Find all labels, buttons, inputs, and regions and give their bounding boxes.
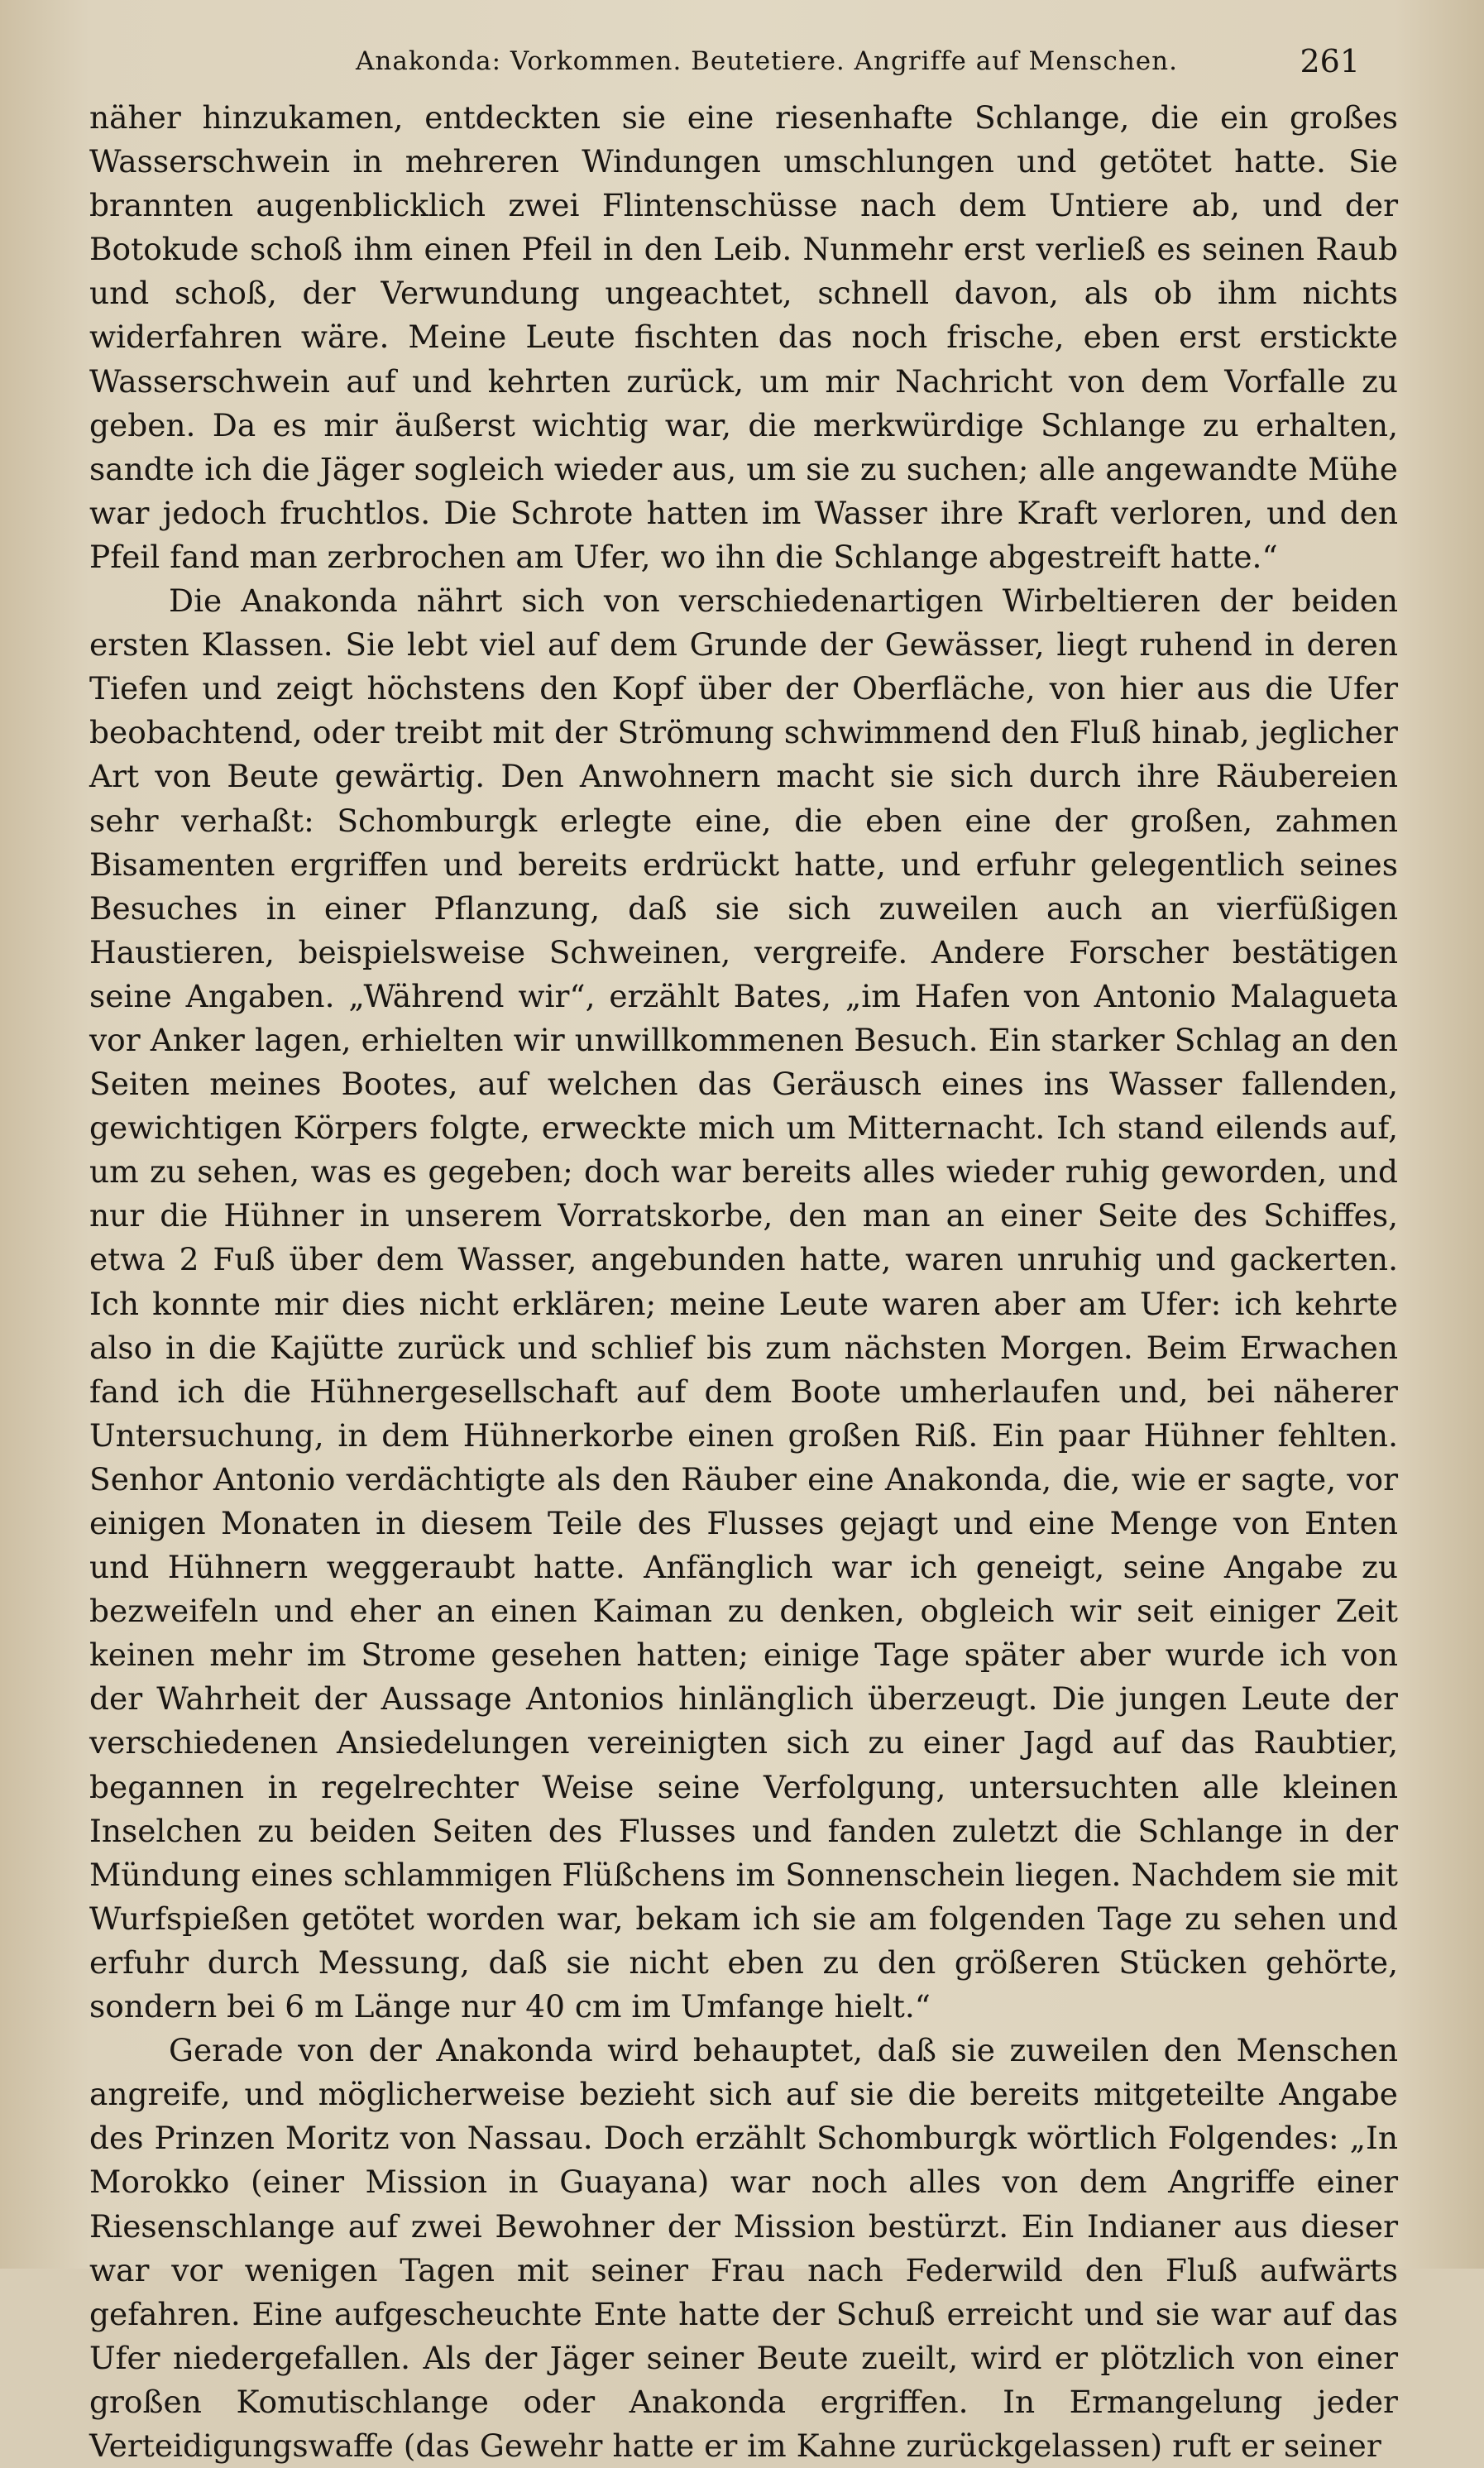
running-head [83,40,1393,89]
running-title: Anakonda: Vorkommen. Beutetiere. Angriffe auf Menschen. [356,46,1178,76]
page-number: 261 [1300,43,1360,79]
body-text [89,96,1398,2468]
paragraph-attacks-on-humans: Gerade von der Anakonda wird behauptet, daß sie zuweilen den Menschen angreife, und möglicherweise bezieht sich auf sie die bereits mitgeteilte Angabe des Prinzen Moritz von Nassau. Doch erzählt Schomburgk wörtlich Folgendes: „In Morokko (einer Mission in Guayana) war noch alles von dem Angriffe einer Riesenschlange auf zwei Bewohner der Mission bestürzt. Ein Indianer aus dieser war vor wenigen Tagen mit seiner Frau nach Federwild den Fluß aufwärts gefahren. Eine aufgescheuchte Ente hatte der Schuß erreicht und sie war auf das Ufer niedergefallen. Als der Jäger seiner Beute zueilt, wird er plötzlich von einer großen Komutischlange oder Anakonda ergriffen. In Ermangelung jeder Verteidigungswaffe (das Gewehr hatte er im Kahne zurückgelassen) ruft er seiner [89,2032,1398,2464]
paragraph-continuation: näher hinzukamen, entdeckten sie eine riesenhafte Schlange, die ein großes Wasserschwein in mehreren Windungen umschlungen und getötet hatte. Sie brannten augenblicklich zwei Flintenschüsse nach dem Untiere ab, und der Botokude schoß ihm einen Pfeil in den Leib. Nunmehr erst verließ es seinen Raub und schoß, der Verwundung ungeachtet, schnell davon, als ob ihm nichts widerfahren wäre. Meine Leute fischten das noch frische, eben erst erstickte Wasserschwein auf und kehrten zurück, um mir Nachricht von dem Vorfalle zu geben. Da es mir äußerst wichtig war, die merkwürdige Schlange zu erhalten, sandte ich die Jäger sogleich wieder aus, um sie zu suchen; alle angewandte Mühe war jedoch fruchtlos. Die Schrote hatten im Wasser ihre Kraft verloren, und den Pfeil fand man zerbrochen am Ufer, wo ihn die Schlange abgestreift hatte.“ [89,99,1398,575]
paragraph-anakonda-diet: Die Anakonda nährt sich von verschiedenartigen Wirbeltieren der beiden ersten Klassen. Sie lebt viel auf dem Grunde der Gewässer, liegt ruhend in deren Tiefen und zeigt höchstens den Kopf über der Oberfläche, von hier aus die Ufer beobachtend, oder treibt mit der Strömung schwimmend den Fluß hinab, jeglicher Art von Beute gewärtig. Den Anwohnern macht sie sich durch ihre Räubereien sehr verhaßt: Schomburgk erlegte eine, die eben eine der großen, zahmen Bisamenten ergriffen und bereits erdrückt hatte, und erfuhr gelegentlich seines Besuches in einer Pflanzung, daß sie sich zuweilen auch an vierfüßigen Haustieren, beispielsweise Schweinen, vergreife. Andere Forscher bestätigen seine Angaben. „Während wir“, erzählt Bates, „im Hafen von Antonio Malagueta vor Anker lagen, erhielten wir unwillkommenen Besuch. Ein starker Schlag an den Seiten meines Bootes, auf welchen das Geräusch eines ins Wasser fallenden, gewichtigen Körpers folgte, erweckte mich um Mitternacht. Ich stand eilends auf, um zu sehen, was es gegeben; doch war bereits alles wieder ruhig geworden, und nur die Hühner in unserem Vorratskorbe, den man an einer Seite des Schiffes, etwa 2 Fuß über dem Wasser, angebunden hatte, waren unruhig und gackerten. Ich konnte mir dies nicht erklären; meine Leute waren aber am Ufer: ich kehrte also in die Kajütte zurück und schlief bis zum nächsten Morgen. Beim Erwachen fand ich die Hühnergesellschaft auf dem Boote umherlaufen und, bei näherer Untersuchung, in dem Hühnerkorbe einen großen Riß. Ein paar Hühner fehlten. Senhor Antonio verdächtigte als den Räuber eine Anakonda, die, wie er sagte, vor einigen Monaten in diesem Teile des Flusses gejagt und eine Menge von Enten und Hühnern weggeraubt hatte. Anfänglich war ich geneigt, seine Angabe zu bezweifeln und eher an einen Kaiman zu denken, obgleich wir seit einiger Zeit keinen mehr im Strome gesehen hatten; einige Tage später aber wurde ich von der Wahrheit der Aussage Antonios hinlänglich überzeugt. Die jungen Leute der verschiedenen Ansiedelungen vereinigten sich zu einer Jagd auf das Raubtier, begannen in regelrechter Weise seine Verfolgung, untersuchten alle kleinen Inselchen zu beiden Seiten des Flusses und fanden zuletzt die Schlange in der Mündung eines schlammigen Flüßchens im Sonnenschein liegen. Nachdem sie mit Wurfspießen getötet worden war, bekam ich sie am folgenden Tage zu sehen und erfuhr durch Messung, daß sie nicht eben zu den größeren Stücken gehörte, sondern bei 6 m Länge nur 40 cm im Umfange hielt.“ [89,582,1398,2025]
